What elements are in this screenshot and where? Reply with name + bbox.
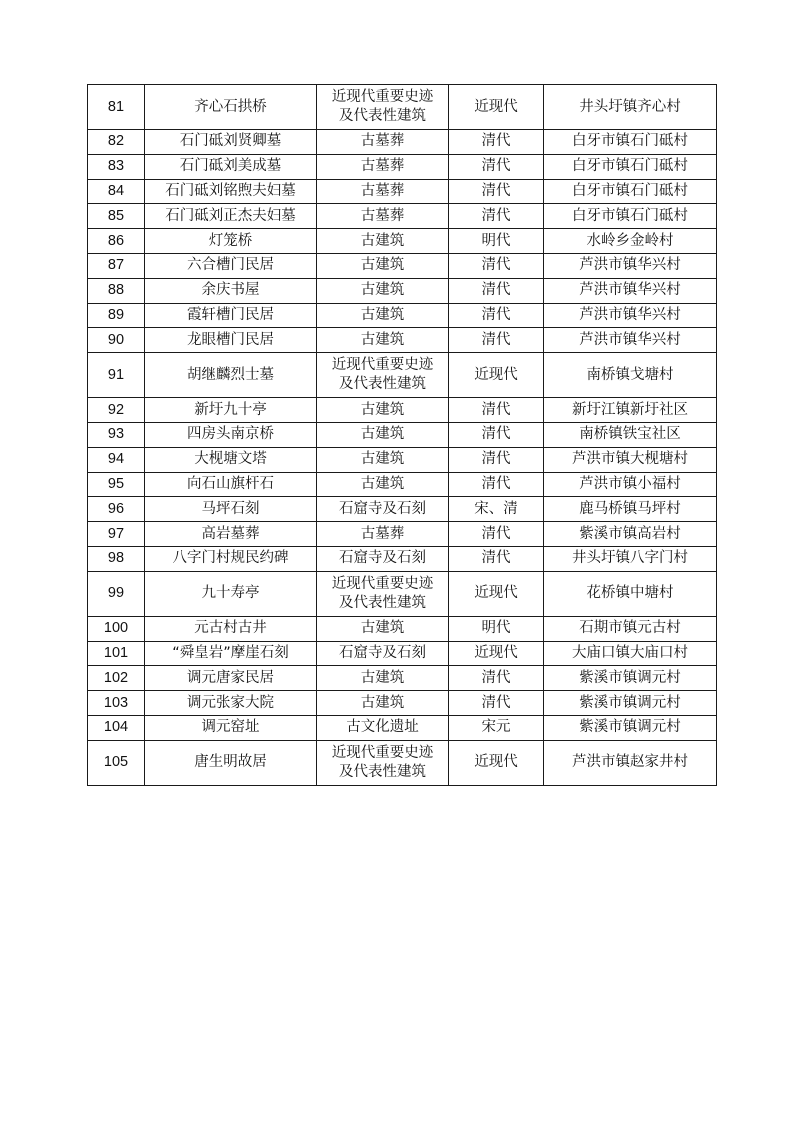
site-type-cell (317, 303, 449, 328)
table-row (88, 497, 717, 522)
site-name-cell: 唐生明故居 (145, 740, 317, 785)
site-type-cell (317, 616, 449, 641)
era-cell: 清代 (449, 278, 544, 303)
site-type-line: 古建筑 (360, 451, 405, 468)
site-type-line: 石窟寺及石刻 (339, 550, 426, 567)
site-type-cell (317, 740, 449, 785)
row-number-cell: 88 (88, 278, 145, 303)
table-row (88, 278, 717, 303)
site-type-line: 古建筑 (360, 694, 405, 711)
location-cell: 紫溪市镇高岩村 (544, 522, 717, 547)
site-name-cell: 六合槽门民居 (145, 253, 317, 278)
site-name-cell: 大枧塘文塔 (145, 447, 317, 472)
era-cell: 清代 (449, 328, 544, 353)
era-cell: 清代 (449, 522, 544, 547)
era-cell: 清代 (449, 447, 544, 472)
row-number-cell: 92 (88, 398, 145, 423)
site-name-cell: 余庆书屋 (145, 278, 317, 303)
era-cell: 近现代 (449, 85, 544, 130)
table-row (88, 546, 717, 571)
site-name-cell: 向石山旗杆石 (145, 472, 317, 497)
site-name-cell: 霞轩槽门民居 (145, 303, 317, 328)
table-row (88, 204, 717, 229)
site-type-line: 及代表性建筑 (339, 108, 426, 124)
row-number-cell: 104 (88, 715, 145, 740)
site-type-line: 古墓葬 (360, 525, 405, 542)
era-cell: 清代 (449, 253, 544, 278)
table-row (88, 328, 717, 353)
site-type-line: 近现代重要史迹 (331, 744, 434, 761)
row-number-cell: 99 (88, 571, 145, 616)
location-cell: 新圩江镇新圩社区 (544, 398, 717, 423)
location-cell: 芦洪市镇华兴村 (544, 303, 717, 328)
era-cell: 近现代 (449, 571, 544, 616)
site-type-line: 及代表性建筑 (339, 594, 426, 611)
row-number-cell: 96 (88, 497, 145, 522)
era-cell: 宋元 (449, 715, 544, 740)
site-name-cell: 石门砥刘铭煦夫妇墓 (145, 179, 317, 204)
era-cell: 清代 (449, 546, 544, 571)
site-name-cell: 胡继麟烈士墓 (145, 353, 317, 398)
site-type-cell (317, 328, 449, 353)
location-cell: 紫溪市镇调元村 (544, 691, 717, 716)
site-type-line: 及代表性建筑 (339, 376, 426, 393)
site-type-cell (317, 641, 449, 666)
row-number-cell: 84 (88, 179, 145, 204)
site-type-line: 古建筑 (360, 426, 405, 443)
site-type-cell (317, 179, 449, 204)
table-row (88, 715, 717, 740)
era-cell: 清代 (449, 422, 544, 447)
site-type-line: 古建筑 (360, 331, 405, 348)
table-row (88, 641, 717, 666)
location-cell: 井头圩镇八字门村 (544, 546, 717, 571)
site-type-line: 古墓葬 (360, 207, 405, 224)
table-row (88, 691, 717, 716)
site-type-line: 近现代重要史迹 (331, 575, 434, 592)
site-type-cell (317, 253, 449, 278)
site-type-cell (317, 522, 449, 547)
site-name-cell: 石门砥刘正杰夫妇墓 (145, 204, 317, 229)
table-row (88, 666, 717, 691)
location-cell: 水岭乡金岭村 (544, 229, 717, 254)
site-type-line: 古建筑 (360, 282, 405, 299)
row-number-cell: 94 (88, 447, 145, 472)
location-cell: 鹿马桥镇马坪村 (544, 497, 717, 522)
site-type-cell (317, 497, 449, 522)
era-cell: 清代 (449, 472, 544, 497)
site-name-cell: “舜皇岩”摩崖石刻 (145, 641, 317, 666)
location-cell: 芦洪市镇华兴村 (544, 328, 717, 353)
table-row (88, 253, 717, 278)
era-cell: 明代 (449, 229, 544, 254)
site-name-cell: 八字门村规民约碑 (145, 546, 317, 571)
site-name-cell: 调元窑址 (145, 715, 317, 740)
location-cell: 芦洪市镇大枧塘村 (544, 447, 717, 472)
row-number-cell: 100 (88, 616, 145, 641)
row-number-cell: 95 (88, 472, 145, 497)
site-name-cell: 高岩墓葬 (145, 522, 317, 547)
location-cell: 紫溪市镇调元村 (544, 715, 717, 740)
table-row (88, 353, 717, 398)
table-row (88, 85, 717, 130)
site-type-line: 古墓葬 (360, 133, 405, 150)
location-cell: 白牙市镇石门砥村 (544, 179, 717, 204)
row-number-cell: 86 (88, 229, 145, 254)
location-cell: 南桥镇戈塘村 (544, 353, 717, 398)
site-type-cell (317, 353, 449, 398)
table-row (88, 447, 717, 472)
era-cell: 近现代 (449, 740, 544, 785)
site-name-cell: 九十寿亭 (145, 571, 317, 616)
site-name-cell: 四房头南京桥 (145, 422, 317, 447)
site-type-cell (317, 154, 449, 179)
site-type-line: 及代表性建筑 (339, 763, 426, 780)
table-row (88, 571, 717, 616)
heritage-sites-table (87, 84, 717, 786)
table-row (88, 616, 717, 641)
row-number-cell: 85 (88, 204, 145, 229)
row-number-cell: 101 (88, 641, 145, 666)
site-type-cell (317, 715, 449, 740)
era-cell: 清代 (449, 179, 544, 204)
table-row (88, 130, 717, 155)
row-number-cell: 81 (88, 85, 145, 130)
site-name-cell: 调元唐家民居 (145, 666, 317, 691)
site-type-cell (317, 398, 449, 423)
era-cell: 明代 (449, 616, 544, 641)
row-number-cell: 89 (88, 303, 145, 328)
site-name-cell: 石门砥刘贤卿墓 (145, 130, 317, 155)
site-type-cell (317, 229, 449, 254)
table-row (88, 472, 717, 497)
table-row (88, 303, 717, 328)
era-cell: 清代 (449, 204, 544, 229)
table-row (88, 398, 717, 423)
table-row (88, 229, 717, 254)
table-body (88, 85, 717, 786)
location-cell: 芦洪市镇华兴村 (544, 253, 717, 278)
location-cell: 白牙市镇石门砥村 (544, 130, 717, 155)
site-type-line: 古建筑 (360, 620, 405, 637)
site-type-cell (317, 278, 449, 303)
location-cell: 芦洪市镇小福村 (544, 472, 717, 497)
site-type-line: 古建筑 (360, 475, 405, 492)
site-type-line: 古文化遗址 (346, 719, 419, 736)
site-type-line: 古建筑 (360, 257, 405, 274)
era-cell: 清代 (449, 691, 544, 716)
site-type-cell (317, 130, 449, 155)
site-type-line: 古墓葬 (360, 158, 405, 175)
site-type-line: 古建筑 (360, 669, 405, 686)
location-cell: 芦洪市镇赵家井村 (544, 740, 717, 785)
era-cell: 清代 (449, 303, 544, 328)
era-cell: 宋、清 (449, 497, 544, 522)
site-type-line: 近现代重要史迹 (331, 89, 434, 105)
site-type-cell (317, 571, 449, 616)
location-cell: 南桥镇铁宝社区 (544, 422, 717, 447)
location-cell: 花桥镇中塘村 (544, 571, 717, 616)
site-type-cell (317, 204, 449, 229)
location-cell: 白牙市镇石门砥村 (544, 204, 717, 229)
row-number-cell: 97 (88, 522, 145, 547)
era-cell: 清代 (449, 398, 544, 423)
row-number-cell: 105 (88, 740, 145, 785)
table-row (88, 179, 717, 204)
site-type-line: 古墓葬 (360, 182, 405, 199)
table-row (88, 522, 717, 547)
site-type-line: 石窟寺及石刻 (339, 644, 426, 661)
location-cell: 井头圩镇齐心村 (544, 85, 717, 130)
row-number-cell: 90 (88, 328, 145, 353)
site-type-line: 近现代重要史迹 (331, 357, 434, 374)
site-type-line: 古建筑 (360, 401, 405, 418)
era-cell: 清代 (449, 154, 544, 179)
row-number-cell: 87 (88, 253, 145, 278)
table-row (88, 740, 717, 785)
site-type-line: 古建筑 (360, 306, 405, 323)
site-name-cell: 灯笼桥 (145, 229, 317, 254)
row-number-cell: 93 (88, 422, 145, 447)
site-type-cell (317, 546, 449, 571)
site-type-cell (317, 422, 449, 447)
site-name-cell: 调元张家大院 (145, 691, 317, 716)
site-type-cell (317, 691, 449, 716)
location-cell: 大庙口镇大庙口村 (544, 641, 717, 666)
site-type-cell (317, 85, 449, 130)
era-cell: 近现代 (449, 353, 544, 398)
era-cell: 近现代 (449, 641, 544, 666)
row-number-cell: 103 (88, 691, 145, 716)
row-number-cell: 102 (88, 666, 145, 691)
site-name-cell: 马坪石刻 (145, 497, 317, 522)
site-type-cell (317, 666, 449, 691)
era-cell: 清代 (449, 130, 544, 155)
site-type-cell (317, 447, 449, 472)
site-name-cell: 石门砥刘美成墓 (145, 154, 317, 179)
era-cell: 清代 (449, 666, 544, 691)
row-number-cell: 83 (88, 154, 145, 179)
location-cell: 石期市镇元古村 (544, 616, 717, 641)
site-type-line: 古建筑 (360, 232, 405, 249)
location-cell: 芦洪市镇华兴村 (544, 278, 717, 303)
site-name-cell: 新圩九十亭 (145, 398, 317, 423)
site-name-cell: 元古村古井 (145, 616, 317, 641)
location-cell: 紫溪市镇调元村 (544, 666, 717, 691)
location-cell: 白牙市镇石门砥村 (544, 154, 717, 179)
row-number-cell: 91 (88, 353, 145, 398)
site-type-line: 石窟寺及石刻 (339, 500, 426, 517)
table-row (88, 422, 717, 447)
site-type-cell (317, 472, 449, 497)
row-number-cell: 98 (88, 546, 145, 571)
table-row (88, 154, 717, 179)
row-number-cell: 82 (88, 130, 145, 155)
site-name-cell: 龙眼槽门民居 (145, 328, 317, 353)
site-name-cell: 齐心石拱桥 (145, 85, 317, 130)
